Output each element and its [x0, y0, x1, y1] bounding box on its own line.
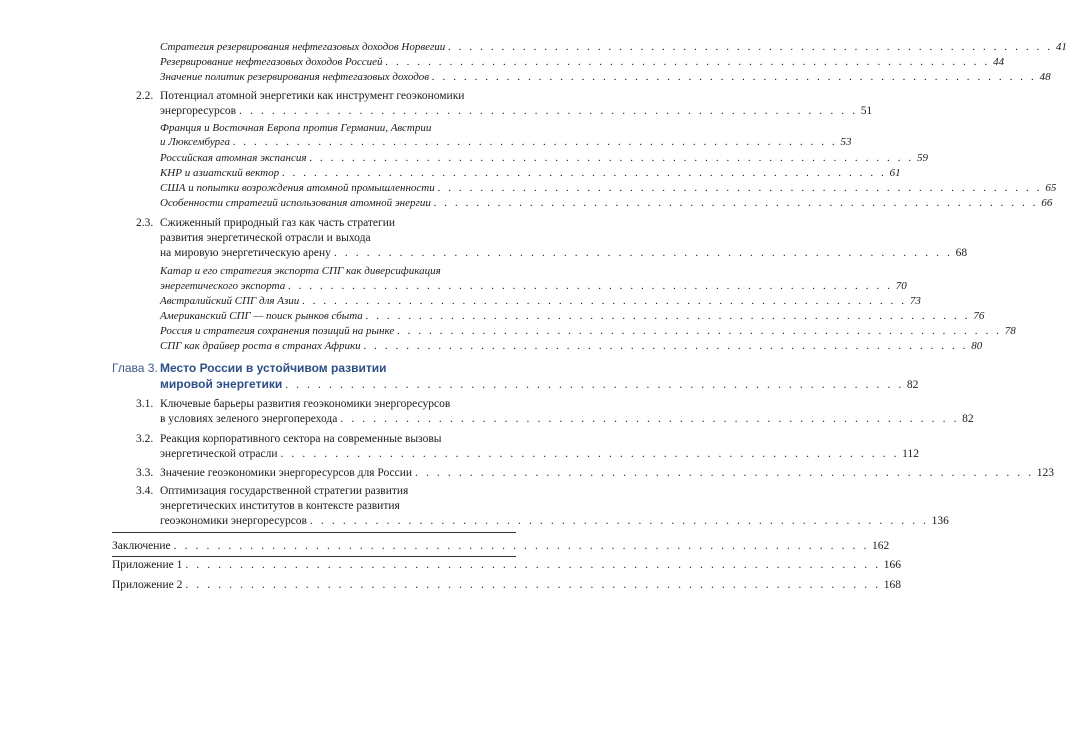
- toc-subentry-title: Российская атомная экспансия: [160, 152, 307, 164]
- toc-subentry: [160, 70, 1051, 84]
- toc-page-number: 136: [931, 515, 949, 527]
- toc-page-number: 80: [971, 340, 983, 352]
- section-entry: [160, 447, 919, 461]
- toc-subentry: [160, 135, 852, 149]
- toc-subentry-title: СПГ как драйвер роста в странах Африки: [160, 340, 361, 352]
- toc-page-number: 112: [902, 448, 919, 460]
- toc-subentry: [160, 294, 921, 308]
- toc-page-number: 53: [840, 136, 852, 148]
- toc-subentry: [160, 339, 983, 353]
- chapter-title-line: мировой энергетики: [160, 377, 283, 391]
- toc-subentry-title: и Люксембурга: [160, 136, 230, 148]
- toc-page-number: 66: [1041, 197, 1053, 209]
- dot-leader: . . . . . . . . . . . . . . . . . . . . . . . . . . . . . . . . . . . . . . . . . . . . . . . . . . . . . . . . .: [282, 167, 887, 179]
- chapter-entry: [160, 377, 919, 392]
- section-entry: [160, 514, 949, 528]
- toc-entry: [112, 578, 901, 592]
- toc-subentry-title: Значение политик резервирования нефтегазовых доходов: [160, 71, 430, 83]
- toc-subentry-title: Американский СПГ — поиск рынков сбыта: [160, 310, 363, 322]
- section-number: 2.2.: [136, 90, 154, 102]
- toc-subentry-title: Франция и Восточная Европа против Германии, Австрии: [160, 122, 432, 134]
- toc-page-number: 41: [1055, 41, 1067, 53]
- toc-page-number: 76: [973, 310, 985, 322]
- section-title-line: энергетических институтов в контексте развития: [160, 500, 400, 512]
- toc-page-number: 44: [993, 56, 1005, 68]
- section-title-line: энергоресурсов: [160, 105, 237, 117]
- dot-leader: . . . . . . . . . . . . . . . . . . . . . . . . . . . . . . . . . . . . . . . . . . . . . . . . . . . . . . . . .: [280, 448, 900, 460]
- toc-page-number: 168: [883, 579, 901, 591]
- dot-leader: . . . . . . . . . . . . . . . . . . . . . . . . . . . . . . . . . . . . . . . . . . . . . . . . . . . . . . . . . . . . . . . .: [185, 559, 881, 571]
- dot-leader: . . . . . . . . . . . . . . . . . . . . . . . . . . . . . . . . . . . . . . . . . . . . . . . . . . . . . . . . . . . . . . . .: [173, 540, 869, 552]
- section-title-line: на мировую энергетическую арену: [160, 247, 331, 259]
- toc-entry: [112, 539, 890, 553]
- section-title-line: энергетической отрасли: [160, 448, 278, 460]
- dot-leader: . . . . . . . . . . . . . . . . . . . . . . . . . . . . . . . . . . . . . . . . . . . . . . . . . . . . . . . . .: [340, 413, 960, 425]
- toc-subentry: [160, 151, 929, 165]
- dot-leader: . . . . . . . . . . . . . . . . . . . . . . . . . . . . . . . . . . . . . . . . . . . . . . . . . . . . . . . . .: [448, 41, 1053, 53]
- chapter-label: Глава 3.: [112, 361, 158, 375]
- divider: [112, 532, 516, 533]
- toc-subentry-title: США и попытки возрождения атомной промышленности: [160, 182, 435, 194]
- toc-page-number: 51: [860, 105, 873, 117]
- toc-subentry-title: Австралийский СПГ для Азии: [160, 295, 300, 307]
- dot-leader: . . . . . . . . . . . . . . . . . . . . . . . . . . . . . . . . . . . . . . . . . . . . . . . . . . . . . . . . .: [239, 105, 858, 117]
- dot-leader: . . . . . . . . . . . . . . . . . . . . . . . . . . . . . . . . . . . . . . . . . . . . . . . . . . . . . . . . .: [302, 295, 907, 307]
- dot-leader: . . . . . . . . . . . . . . . . . . . . . . . . . . . . . . . . . . . . . . . . . . . . . . . . . . . . . . . . .: [232, 136, 838, 148]
- dot-leader: . . . . . . . . . . . . . . . . . . . . . . . . . . . . . . . . . . . . . . . . . . . . . . . . . . . . . . . . .: [363, 340, 969, 352]
- section-entry: [160, 104, 873, 118]
- dot-leader: . . . . . . . . . . . . . . . . . . . . . . . . . . . . . . . . . . . . . . . . . . . . . . . . . . . . . . . . .: [309, 515, 929, 527]
- dot-leader: . . . . . . . . . . . . . . . . . . . . . . . . . . . . . . . . . . . . . . . . . . . . . . . . . . . . . . . . .: [437, 182, 1043, 194]
- section-number: 3.1.: [136, 398, 154, 410]
- toc-subentry: [160, 279, 907, 293]
- dot-leader: . . . . . . . . . . . . . . . . . . . . . . . . . . . . . . . . . . . . . . . . . . . . . . . . . . . . . . . . .: [385, 56, 991, 68]
- toc-entry-title: Приложение 2: [112, 579, 183, 591]
- toc-subentry-title: КНР и азиатский вектор: [160, 167, 280, 179]
- toc-subentry-title: Стратегия резервирования нефтегазовых доходов Норвегии: [160, 41, 446, 53]
- toc-subentry: [160, 196, 1053, 210]
- toc-page-number: 70: [895, 280, 907, 292]
- toc-page-number: 61: [889, 167, 901, 179]
- section-title-line: Реакция корпоративного сектора на современные вызовы: [160, 433, 442, 445]
- dot-leader: . . . . . . . . . . . . . . . . . . . . . . . . . . . . . . . . . . . . . . . . . . . . . . . . . . . . . . . . .: [309, 152, 915, 164]
- toc-page-number: 48: [1039, 71, 1051, 83]
- toc-subentry: [160, 324, 1016, 338]
- dot-leader: . . . . . . . . . . . . . . . . . . . . . . . . . . . . . . . . . . . . . . . . . . . . . . . . . . . . . . . . .: [333, 247, 953, 259]
- toc-page-number: 68: [955, 247, 968, 259]
- toc-page-number: 73: [909, 295, 921, 307]
- section-number: 2.3.: [136, 217, 154, 229]
- section-title-line: Значение геоэкономики энергоресурсов для России: [160, 467, 413, 479]
- toc-page-number: 82: [906, 379, 919, 391]
- toc-subentry: [160, 40, 1067, 54]
- section-title-line: Сжиженный природный газ как часть стратегии: [160, 217, 396, 229]
- section-title-line: в условиях зеленого энергоперехода: [160, 413, 338, 425]
- toc-page-number: 123: [1036, 467, 1054, 479]
- section-entry: [160, 466, 1054, 480]
- section-number: 3.3.: [136, 467, 154, 479]
- toc-subentry: [160, 309, 985, 323]
- toc-page-number: 78: [1004, 325, 1016, 337]
- toc-subentry: [160, 55, 1005, 69]
- dot-leader: . . . . . . . . . . . . . . . . . . . . . . . . . . . . . . . . . . . . . . . . . . . . . . . . . . . . . . . . . . . . . . . .: [185, 579, 881, 591]
- dot-leader: . . . . . . . . . . . . . . . . . . . . . . . . . . . . . . . . . . . . . . . . . . . . . . . . . . . . . . . . .: [285, 379, 904, 391]
- dot-leader: . . . . . . . . . . . . . . . . . . . . . . . . . . . . . . . . . . . . . . . . . . . . . . . . . . . . . . . . .: [288, 280, 893, 292]
- toc-subentry-title: энергетического экспорта: [160, 280, 286, 292]
- section-number: 3.2.: [136, 433, 154, 445]
- section-number: 3.4.: [136, 485, 154, 497]
- toc-subentry-title: Особенности стратегий использования атомной энергии: [160, 197, 431, 209]
- toc-subentry-title: Россия и стратегия сохранения позиций на рынке: [160, 325, 395, 337]
- divider: [112, 556, 516, 557]
- section-entry: [160, 412, 974, 426]
- toc-page-number: 166: [883, 559, 901, 571]
- toc-page-number: 162: [871, 540, 890, 552]
- section-title-line: развития энергетической отрасли и выхода: [160, 232, 371, 244]
- section-title-line: геоэкономики энергоресурсов: [160, 515, 307, 527]
- toc-subentry-title: Резервирование нефтегазовых доходов Россией: [160, 56, 383, 68]
- dot-leader: . . . . . . . . . . . . . . . . . . . . . . . . . . . . . . . . . . . . . . . . . . . . . . . . . . . . . . . . .: [432, 71, 1037, 83]
- section-title-line: Ключевые барьеры развития геоэкономики энергоресурсов: [160, 398, 451, 410]
- section-title-line: Потенциал атомной энергетики как инструмент геоэкономики: [160, 90, 465, 102]
- toc-subentry-title: Катар и его стратегия экспорта СПГ как диверсификация: [160, 265, 441, 277]
- section-title-line: Оптимизация государственной стратегии развития: [160, 485, 409, 497]
- dot-leader: . . . . . . . . . . . . . . . . . . . . . . . . . . . . . . . . . . . . . . . . . . . . . . . . . . . . . . . . .: [365, 310, 971, 322]
- dot-leader: . . . . . . . . . . . . . . . . . . . . . . . . . . . . . . . . . . . . . . . . . . . . . . . . . . . . . . . . .: [397, 325, 1002, 337]
- toc-page-number: 82: [962, 413, 974, 425]
- dot-leader: . . . . . . . . . . . . . . . . . . . . . . . . . . . . . . . . . . . . . . . . . . . . . . . . . . . . . . . . .: [415, 467, 1034, 479]
- toc-page-number: 59: [917, 152, 929, 164]
- section-entry: [160, 246, 968, 260]
- chapter-title-line: Место России в устойчивом развитии: [160, 361, 387, 375]
- dot-leader: . . . . . . . . . . . . . . . . . . . . . . . . . . . . . . . . . . . . . . . . . . . . . . . . . . . . . . . . .: [433, 197, 1039, 209]
- toc-entry-title: Приложение 1: [112, 559, 183, 571]
- toc-subentry: [160, 181, 1057, 195]
- toc-entry-title: Заключение: [112, 540, 171, 552]
- toc-entry: [112, 558, 901, 572]
- toc-page-number: 65: [1045, 182, 1057, 194]
- toc-subentry: [160, 166, 901, 180]
